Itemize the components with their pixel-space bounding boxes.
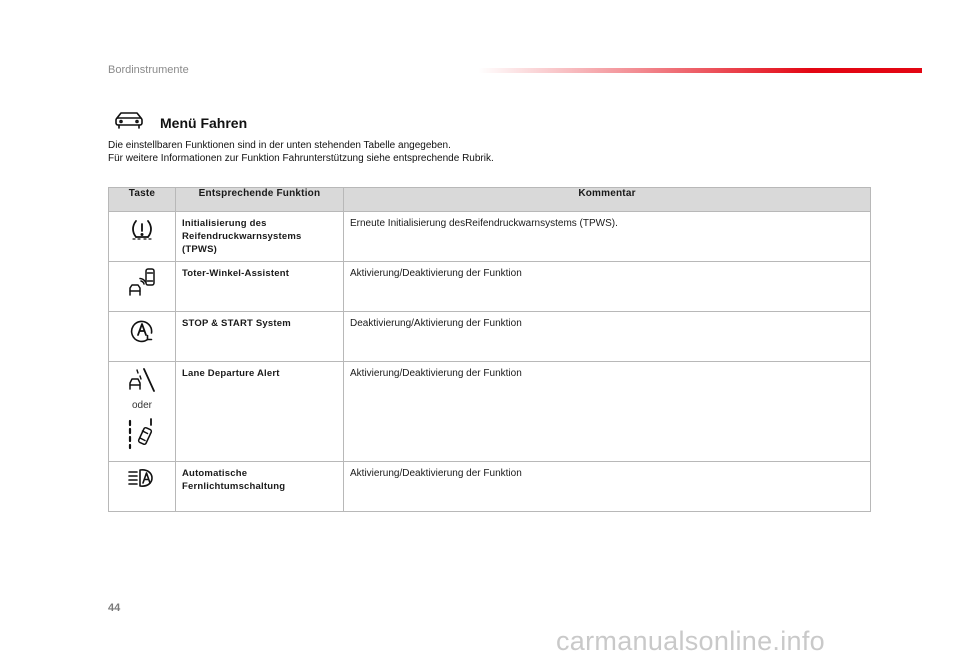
watermark: carmanualsonline.info [556, 626, 825, 656]
table-header-row [109, 188, 871, 212]
tire-pressure-icon[interactable] [115, 217, 169, 241]
lane-departure-icon[interactable] [115, 367, 169, 395]
function-comment: Aktivierung/Deaktivierung der Funktion [344, 462, 871, 512]
table-row [109, 212, 871, 262]
function-name: Automatische Fernlichtumschaltung [176, 462, 344, 512]
function-name: Lane Departure Alert [176, 362, 344, 462]
intro-line: Für weitere Informationen zur Funktion Fahrunterstützung siehe entsprechende Rubrik. [108, 153, 494, 164]
lane-departure-alt-icon[interactable] [115, 418, 169, 450]
function-comment: Erneute Initialisierung desReifendruckwarnsystems (TPWS). [344, 212, 871, 262]
intro-text [108, 139, 494, 165]
function-name: Toter-Winkel-Assistent [176, 262, 344, 312]
table-row [109, 462, 871, 512]
table-row [109, 362, 871, 462]
chapter-accent-bar [478, 68, 922, 73]
page-number: 44 [108, 602, 121, 614]
function-comment: Deaktivierung/Aktivierung der Funktion [344, 312, 871, 362]
header-comment: Kommentar [344, 188, 871, 212]
car-icon [114, 110, 144, 135]
functions-table [108, 187, 871, 512]
table-row [109, 262, 871, 312]
table-row [109, 312, 871, 362]
auto-high-beam-icon[interactable] [115, 467, 169, 489]
header-taste: Taste [109, 188, 176, 212]
section-title: Menü Fahren [160, 114, 248, 131]
function-name: Initialisierung des Reifendruckwarnsystems (TPWS) [176, 212, 344, 262]
section-header [114, 110, 247, 135]
intro-line: Die einstellbaren Funktionen sind in der unten stehenden Tabelle angegeben. [108, 140, 451, 151]
blind-spot-icon[interactable] [115, 267, 169, 297]
function-comment: Aktivierung/Deaktivierung der Funktion [344, 362, 871, 462]
header-function: Entsprechende Funktion [176, 188, 344, 212]
function-comment: Aktivierung/Deaktivierung der Funktion [344, 262, 871, 312]
stop-start-icon[interactable] [115, 317, 169, 343]
icon-separator: oder [131, 400, 152, 411]
function-name: STOP & START System [176, 312, 344, 362]
chapter-title: Bordinstrumente [108, 64, 189, 76]
